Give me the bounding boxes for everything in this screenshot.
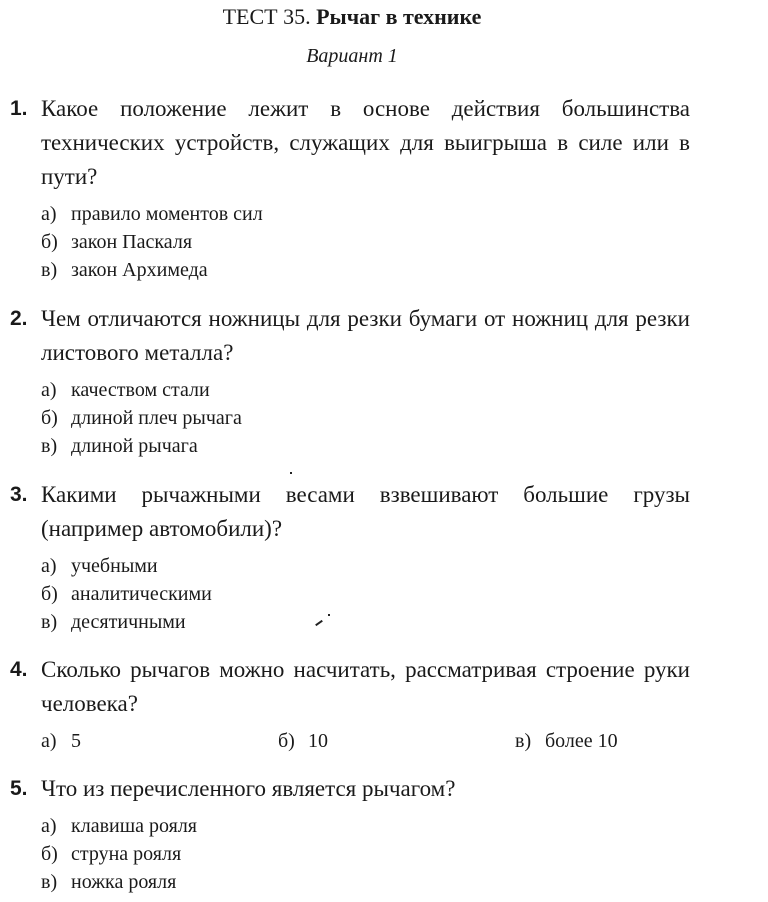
answer-option-c[interactable]: [41, 256, 690, 284]
answer-option-a[interactable]: [41, 812, 690, 840]
question-3: [10, 478, 690, 636]
answer-letter: б): [41, 843, 58, 865]
answer-text: учебными: [71, 555, 158, 577]
answer-option-a[interactable]: [41, 200, 690, 228]
answer-option-c[interactable]: [41, 608, 690, 636]
answer-letter: а): [41, 203, 57, 225]
question-text: Какими рычажными весами взвешивают большие грузы (например автомобили)?: [41, 482, 690, 541]
answer-text: 10: [308, 730, 328, 752]
answer-text: закон Архимеда: [71, 259, 208, 281]
answer-text: длиной плеч рычага: [71, 407, 242, 429]
question-number: 5.: [10, 777, 28, 800]
answer-text: аналитическими: [71, 583, 212, 605]
question-1: [10, 92, 690, 284]
answer-text: более 10: [545, 730, 618, 752]
answer-letter: в): [41, 259, 58, 281]
answer-text: десятичными: [71, 611, 186, 633]
question-5: [10, 772, 690, 896]
answer-letter: в): [515, 730, 532, 752]
answer-option-b[interactable]: [41, 404, 690, 432]
answer-option-b[interactable]: [41, 840, 690, 868]
question-text: Сколько рычагов можно насчитать, рассматривая строение руки человека?: [41, 657, 690, 716]
test-label: ТЕСТ 35.: [222, 4, 311, 29]
question-4: [10, 653, 690, 755]
question-text: Какое положение лежит в основе действия большинства технических устройств, служащих для выигрыша в силе или в пути?: [41, 96, 690, 189]
answer-text: клавиша рояля: [71, 815, 197, 837]
answer-letter: а): [41, 555, 57, 577]
question-text: Что из перечисленного является рычагом?: [41, 776, 456, 801]
answer-letter: в): [41, 611, 58, 633]
answer-text: правило моментов сил: [71, 203, 263, 225]
answer-option-b[interactable]: [41, 580, 690, 608]
answer-letter: б): [41, 407, 58, 429]
answer-text: качеством стали: [71, 379, 210, 401]
answer-option-b[interactable]: [278, 727, 515, 755]
answer-letter: в): [41, 871, 58, 893]
answer-letter: б): [41, 231, 58, 253]
variant-label: Вариант 1: [306, 45, 398, 67]
answer-letter: а): [41, 815, 57, 837]
answer-letter: а): [41, 379, 57, 401]
page-title: [0, 4, 704, 30]
question-text: Чем отличаются ножницы для резки бумаги от ножниц для резки листового металла?: [41, 306, 690, 365]
answer-option-c[interactable]: [41, 868, 690, 896]
question-2: [10, 302, 690, 460]
answer-text: закон Паскаля: [71, 231, 193, 253]
answer-option-c[interactable]: [515, 727, 618, 755]
answer-list: [10, 552, 690, 636]
scan-speck: [290, 472, 292, 474]
answer-option-b[interactable]: [41, 228, 690, 256]
question-number: 2.: [10, 307, 28, 330]
answer-list: [10, 200, 690, 284]
scan-speck: [328, 614, 330, 616]
test-topic: Рычаг в технике: [316, 4, 482, 29]
answer-text: струна рояля: [71, 843, 182, 865]
question-number: 4.: [10, 658, 28, 681]
answer-text: длиной рычага: [71, 435, 198, 457]
answer-option-a[interactable]: [41, 376, 690, 404]
question-number: 3.: [10, 483, 28, 506]
answer-text: 5: [71, 730, 81, 752]
answer-option-a[interactable]: [41, 727, 278, 755]
answer-letter: а): [41, 730, 57, 752]
answer-list: [10, 727, 690, 755]
answer-letter: б): [278, 730, 295, 752]
answer-letter: б): [41, 583, 58, 605]
answer-text: ножка рояля: [71, 871, 177, 893]
answer-letter: в): [41, 435, 58, 457]
answer-option-a[interactable]: [41, 552, 690, 580]
answer-list: [10, 812, 690, 896]
answer-option-c[interactable]: [41, 432, 690, 460]
question-number: 1.: [10, 97, 28, 120]
answer-list: [10, 376, 690, 460]
